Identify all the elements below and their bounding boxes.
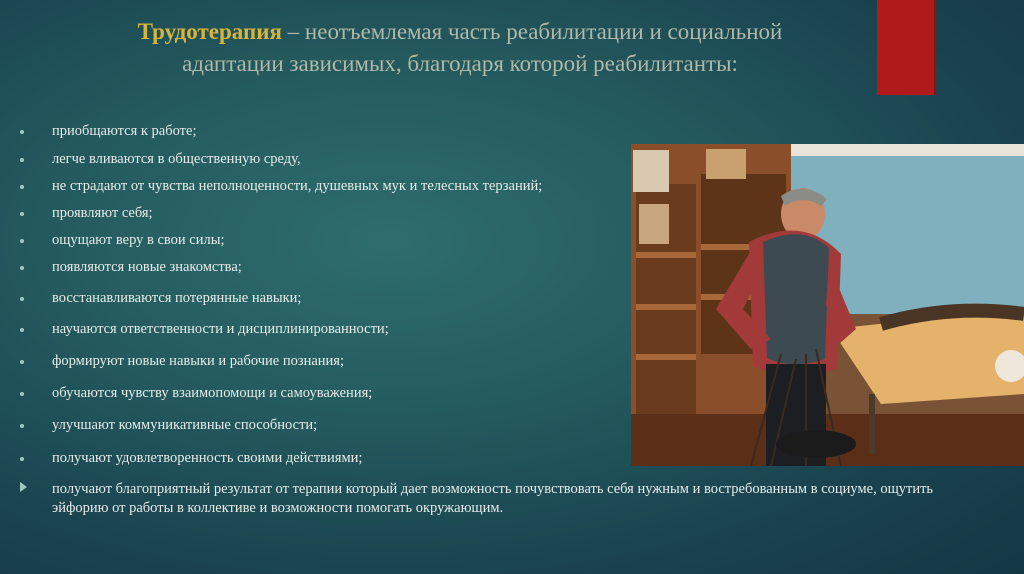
photo-man-weaving-twigs [631,144,1024,466]
title-lead: Трудотерапия [137,19,282,44]
bullet-icon [20,392,24,396]
arrow-bullet-icon [20,482,27,492]
bullet-icon [20,297,24,301]
bullet-list: приобщаются к работе; легче вливаются в общественную среду, не страдают от чувства неполноценности, душевных мук и телесных терзаний; проявляют себя; ощущают веру в свои силы; появляются новые знакомства; восстанавливаются потерянные навыки; научаются ответственности и дисциплинированности; формируют новые навыки и рабочие познания; обучаются чувству взаимопомощи и самоуважения; улучшают коммуникативные способности; получают удовлетворенность своими действиями; получают благоприятный результат от терапии который дает возможность почувствовать себя нужным и востребованным в социуме, ощутить эйфорию от работы в коллективе и возможности помогать окружающим. [0,0,1024,574]
bullet-icon [20,212,24,216]
title-line2: адаптации зависимых, благодаря которой реабилитанты: [182,51,738,76]
bullet-icon [20,239,24,243]
bullet-icon [20,130,24,134]
bullet-icon [20,457,24,461]
bullet-icon [20,360,24,364]
photo-illustration [631,144,1024,466]
bullet-icon [20,328,24,332]
bullet-icon [20,266,24,270]
title-rest: – неотъемлемая часть реабилитации и социальной [281,19,783,44]
bullet-icon [20,185,24,189]
bullet-icon [20,424,24,428]
bullet-icon [20,158,24,162]
